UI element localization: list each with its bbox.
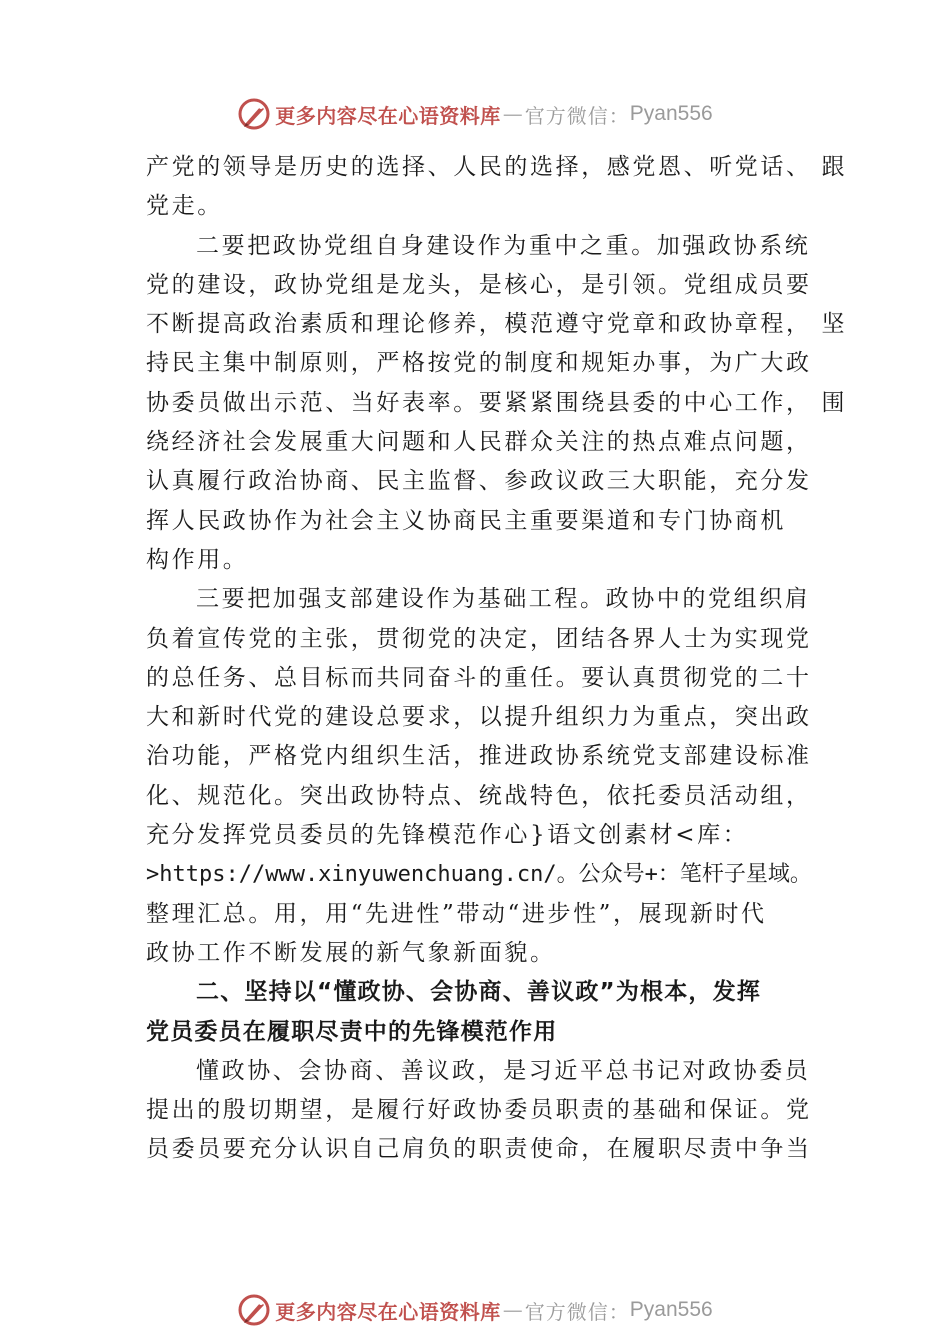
header-banner [0,94,950,134]
body-line-url: >https://www.xinyuwenchuang.cn/。公众号+：笔杆子星域。 [146,862,812,888]
body-line: 持民主集中制原则，严格按党的制度和规矩办事，为广大政 [146,350,812,377]
pen-logo-icon [237,1293,271,1327]
document-body [146,148,848,1170]
paragraph-start: 三要把加强支部建设作为基础工程。政协中的党组织肩 [196,586,811,613]
body-line: 负着宣传党的主张，贯彻党的决定，团结各界人士为实现党 [146,625,812,652]
header-brand: 更多内容尽在心语资料库 [275,103,501,128]
pen-logo-icon [237,97,271,131]
footer-banner [0,1290,950,1330]
footer-wechat-label: 官方微信： [524,1299,630,1324]
footer-wechat-account: Pyan556 [629,1298,713,1321]
body-line: 产党的领导是历史的选择、人民的选择，感党恩、听党话、 跟 [146,154,848,180]
paragraph-start: 二要把政协党组自身建设作为重中之重。加强政协系统 [196,232,811,259]
body-line: 充分发挥党员委员的先锋模范作心}语文创素材<库： [146,822,749,849]
header-wechat-label: 官方微信： [524,103,630,128]
body-line: 认真履行政治协商、民主监督、参政议政三大职能，充分发 [146,468,812,495]
body-line: 化、规范化。突出政协特点、统战特色，依托委员活动组， [146,782,812,809]
body-line: 党走。 [146,193,223,220]
body-line: 协委员做出示范、当好表率。要紧紧围绕县委的中心工作， 围 [146,389,848,416]
footer-brand: 更多内容尽在心语资料库 [275,1299,501,1324]
paragraph-start: 懂政协、会协商、善议政，是习近平总书记对政协委员 [196,1057,811,1084]
header-wechat-account: Pyan556 [629,102,713,125]
body-line: 党的建设，政协党组是龙头，是核心，是引领。党组成员要 [146,271,812,298]
body-line: 政协工作不断发展的新气象新面貌。 [146,939,556,966]
body-line: 提出的殷切期望，是履行好政协委员职责的基础和保证。党 [146,1097,812,1124]
header-dash: — [502,102,523,126]
body-line: 大和新时代党的建设总要求，以提升组织力为重点，突出政 [146,704,812,731]
body-line: 的总任务、总目标而共同奋斗的重任。要认真贯彻党的二十 [146,664,812,691]
footer-dash: — [502,1298,523,1322]
section-heading-cont: 党员委员在履职尽责中的先锋模范作用 [146,1018,558,1045]
body-line: 整理汇总。用，用“先进性”带动“进步性”，展现新时代 [146,900,767,927]
body-line: 治功能，严格党内组织生活，推进政协系统党支部建设标准 [146,743,812,770]
body-line: 构作用。 [146,546,249,573]
body-line: 挥人民政协作为社会主义协商民主重要渠道和专门协商机 [146,507,786,534]
body-line: 不断提高政治素质和理论修养，模范遵守党章和政协章程， 坚 [146,311,848,338]
section-heading: 二、坚持以“懂政协、会协商、善议政”为根本，发挥 [196,979,762,1006]
body-line: 员委员要充分认识自己肩负的职责使命，在履职尽责中争当 [146,1136,812,1163]
body-line: 绕经济社会发展重大问题和人民群众关注的热点难点问题， [146,429,812,456]
